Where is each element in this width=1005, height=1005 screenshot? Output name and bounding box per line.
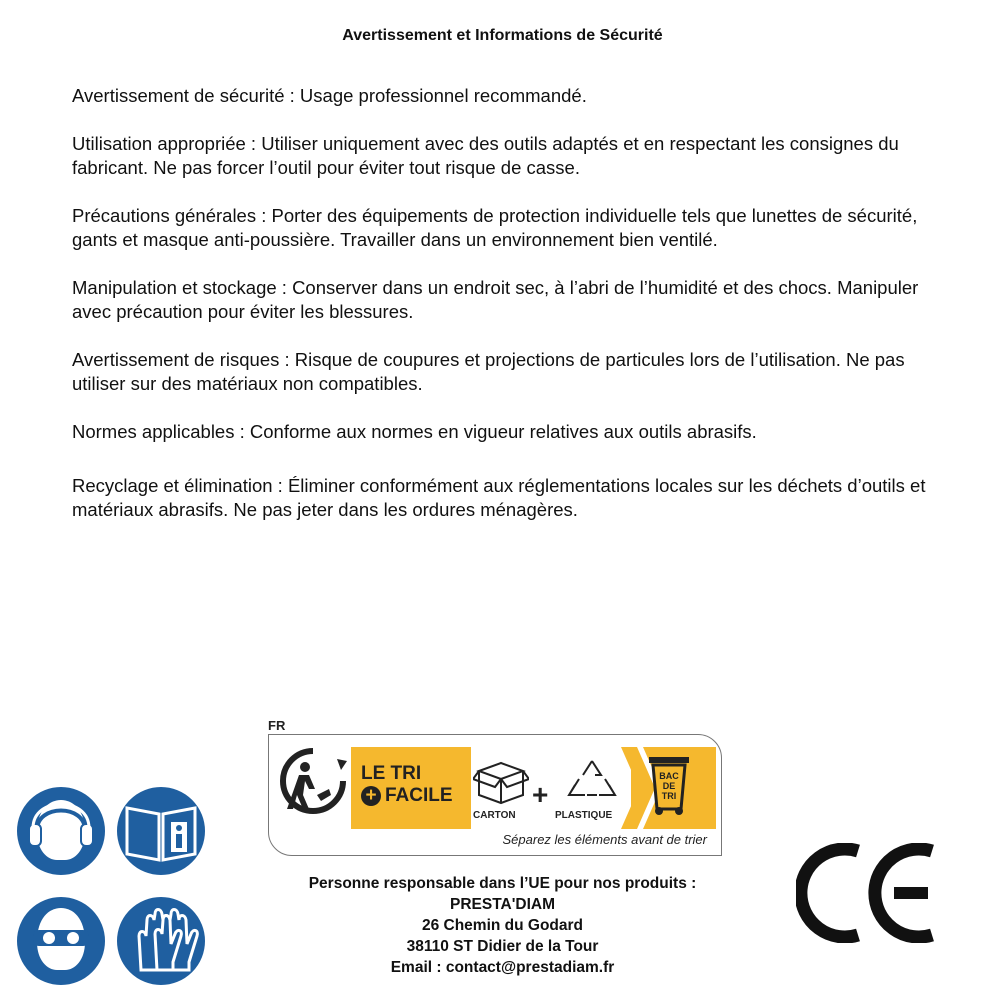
- triman-figure-icon: [277, 745, 349, 817]
- street-address: 26 Chemin du Godard: [421, 917, 584, 934]
- eye-protection-icon: [16, 896, 106, 986]
- city-address: 38110 ST Didier de la Tour: [406, 938, 599, 955]
- safety-text: [72, 84, 952, 546]
- hand-protection-icon: [116, 896, 206, 986]
- bin-text-2: DE: [662, 781, 676, 791]
- responsible-person-block: [230, 873, 775, 978]
- sorting-bin-icon: [647, 753, 691, 817]
- bin-text-3: TRI: [661, 791, 677, 801]
- tri-facile-label: [361, 763, 453, 807]
- tri-line2: FACILE: [385, 785, 453, 806]
- plastic-recycle-icon: [565, 757, 619, 807]
- bin-text-1: BAC: [659, 771, 679, 781]
- tri-plus-symbol: +: [361, 786, 381, 806]
- paragraph-appropriate-use: Utilisation appropriée : Utiliser uniquement avec des outils adaptés et en respectant les consignes du fabricant. Ne pas forcer l’outil pour éviter tout risque de casse.: [72, 133, 899, 178]
- triman-note: Séparez les éléments avant de trier: [502, 832, 707, 847]
- plus-separator: +: [532, 779, 549, 810]
- company-name: PRESTA'DIAM: [449, 896, 555, 913]
- read-manual-icon: [116, 786, 206, 876]
- triman-frame: [268, 734, 722, 856]
- plastique-label: PLASTIQUE: [555, 810, 613, 821]
- ce-mark-icon: [796, 843, 938, 943]
- page-title: Avertissement et Informations de Sécurité: [342, 27, 663, 44]
- paragraph-general-precautions: Précautions générales : Porter des équipements de protection individuelle tels que lunettes de sécurité, gants et masque anti-poussière. Travailler dans un environnement bien ventilé.: [72, 205, 918, 250]
- triman-country: FR: [268, 718, 286, 733]
- paragraph-risks: Avertissement de risques : Risque de coupures et projections de particules lors de l’utilisation. Ne pas utiliser sur des matériaux non compatibles.: [72, 349, 905, 394]
- triman-logo: [268, 718, 728, 860]
- responsible-heading: Personne responsable dans l’UE pour nos produits :: [308, 875, 697, 892]
- tri-line2-row: [361, 785, 453, 807]
- paragraph-professional-use: Avertissement de sécurité : Usage professionnel recommandé.: [72, 85, 587, 106]
- carton-label: CARTON: [473, 810, 516, 821]
- carton-box-icon: [473, 757, 529, 807]
- safety-pictograms: [15, 784, 210, 989]
- paragraph-recycling: Recyclage et élimination : Éliminer conformément aux réglementations locales sur les déchets d’outils et matériaux abrasifs. Ne pas jeter dans les ordures ménagères.: [72, 475, 926, 520]
- paragraph-standards: Normes applicables : Conforme aux normes en vigueur relatives aux outils abrasifs.: [72, 421, 757, 442]
- paragraph-handling-storage: Manipulation et stockage : Conserver dans un endroit sec, à l’abri de l’humidité et des chocs. Manipuler avec précaution pour éviter les blessures.: [72, 277, 919, 322]
- tri-line1: LE TRI: [361, 763, 422, 784]
- contact-email: Email : contact@prestadiam.fr: [390, 959, 615, 976]
- ear-protection-icon: [16, 786, 106, 876]
